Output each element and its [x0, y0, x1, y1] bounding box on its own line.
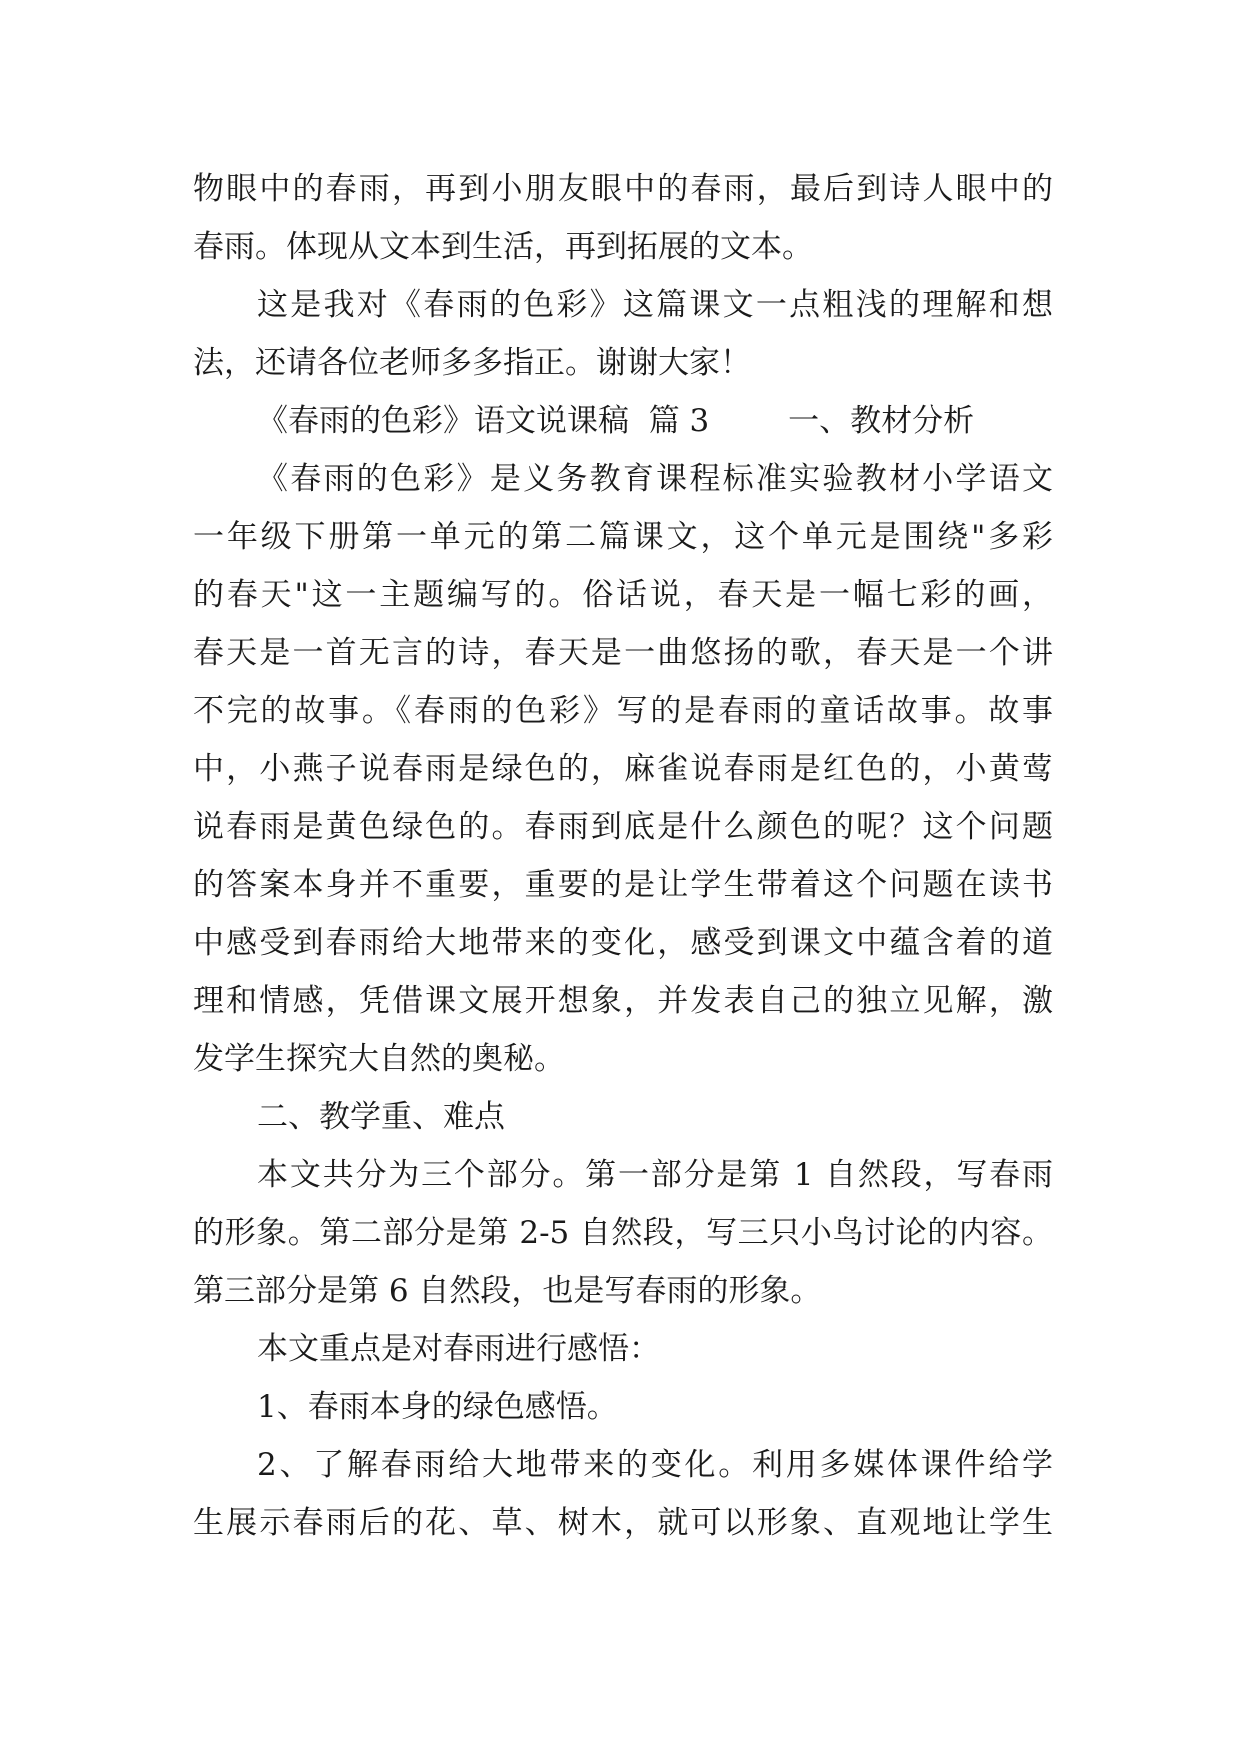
text-line: 不完的故事。《春雨的色彩》写的是春雨的童话故事。故事 — [193, 693, 1053, 729]
text-line: 中感受到春雨给大地带来的变化，感受到课文中蕴含着的道 — [193, 925, 1053, 961]
section-heading: 二、教学重、难点 — [257, 1099, 505, 1135]
list-item: 2、了解春雨给大地带来的变化。利用多媒体课件给学 — [257, 1447, 1053, 1483]
text-line: 《春雨的色彩》是义务教育课程标准实验教材小学语文 — [257, 461, 1053, 497]
text-line: 一年级下册第一单元的第二篇课文，这个单元是围绕"多彩 — [193, 519, 1053, 555]
text-line: 的春天"这一主题编写的。俗话说，春天是一幅七彩的画， — [193, 577, 1053, 613]
text-line: 发学生探究大自然的奥秘。 — [193, 1041, 565, 1077]
text-line: 本文共分为三个部分。第一部分是第 1 自然段，写春雨 — [257, 1157, 1053, 1193]
section-heading: 《春雨的色彩》语文说课稿 篇 3 一、教材分析 — [257, 403, 975, 439]
text-line: 中，小燕子说春雨是绿色的，麻雀说春雨是红色的，小黄莺 — [193, 751, 1053, 787]
text-line: 理和情感，凭借课文展开想象，并发表自己的独立见解，激 — [193, 983, 1053, 1019]
text-line: 春雨。体现从文本到生活，再到拓展的文本。 — [193, 229, 813, 265]
text-line: 生展示春雨后的花、草、树木，就可以形象、直观地让学生 — [193, 1505, 1053, 1541]
text-line: 物眼中的春雨，再到小朋友眼中的春雨，最后到诗人眼中的 — [193, 171, 1053, 207]
text-line: 这是我对《春雨的色彩》这篇课文一点粗浅的理解和想 — [257, 287, 1053, 323]
text-line: 说春雨是黄色绿色的。春雨到底是什么颜色的呢？这个问题 — [193, 809, 1053, 845]
list-item: 1、春雨本身的绿色感悟。 — [257, 1389, 618, 1425]
text-line: 的答案本身并不重要，重要的是让学生带着这个问题在读书 — [193, 867, 1053, 903]
text-line: 的形象。第二部分是第 2-5 自然段，写三只小鸟讨论的内容。 — [193, 1215, 1053, 1251]
text-line: 法，还请各位老师多多指正。谢谢大家！ — [193, 345, 751, 381]
document-body — [193, 160, 1053, 1552]
text-line: 春天是一首无言的诗，春天是一曲悠扬的歌，春天是一个讲 — [193, 635, 1053, 671]
text-line: 本文重点是对春雨进行感悟： — [257, 1331, 660, 1367]
text-line: 第三部分是第 6 自然段，也是写春雨的形象。 — [193, 1273, 822, 1309]
